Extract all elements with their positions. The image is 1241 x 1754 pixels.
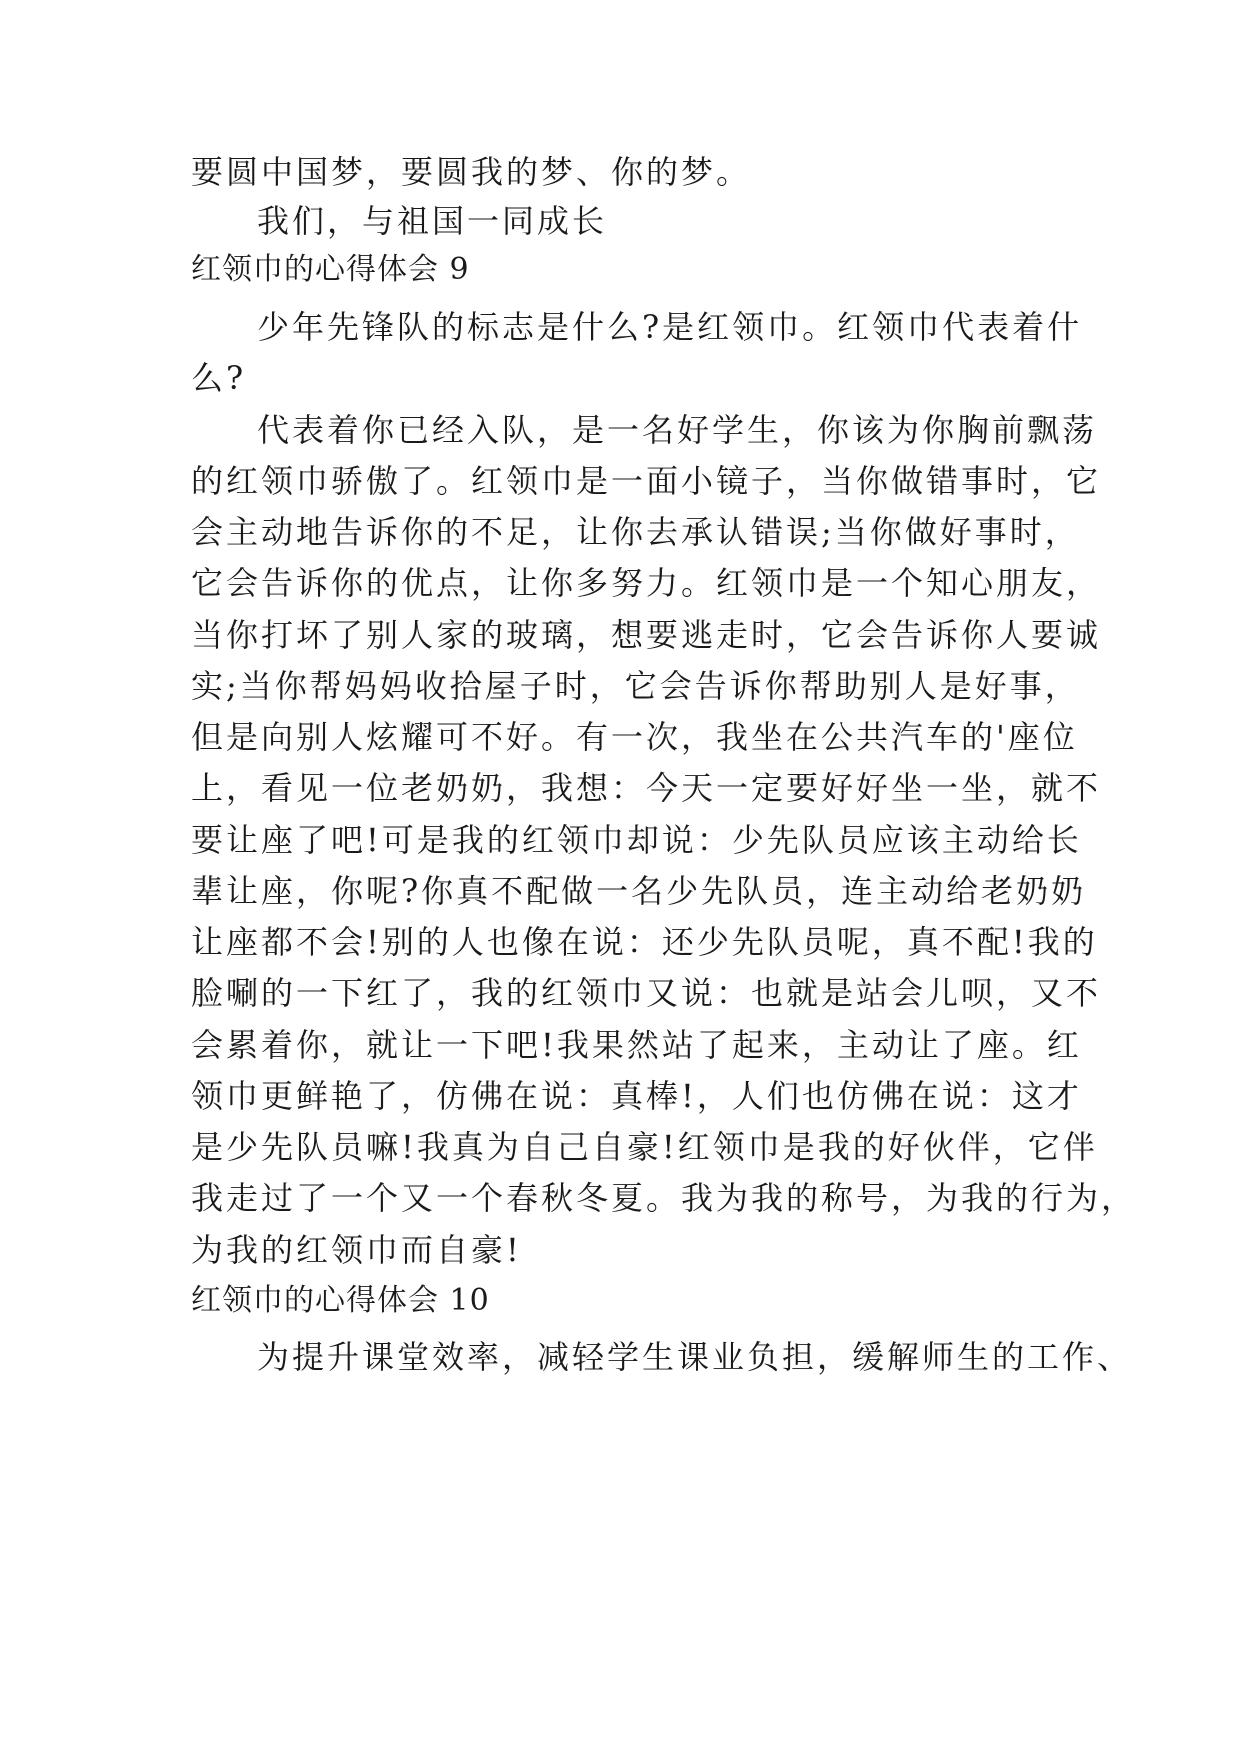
paragraph-line: 要让座了吧!可是我的红领巾却说：少先队员应该主动给长	[191, 821, 1082, 859]
paragraph-line: 脸唰的一下红了，我的红领巾又说：也就是站会儿呗，又不	[191, 974, 1102, 1012]
paragraph-line: 为我的红领巾而自豪!	[191, 1231, 522, 1269]
paragraph-line: 我们，与祖国一同成长	[257, 202, 608, 240]
paragraph-line: 么?	[191, 359, 247, 397]
paragraph-line: 为提升课堂效率，减轻学生课业负担，缓解师生的工作、	[257, 1338, 1133, 1376]
paragraph-line: 当你打坏了别人家的玻璃，想要逃走时，它会告诉你人要诚	[191, 616, 1102, 654]
paragraph-line: 要圆中国梦，要圆我的梦、你的梦。	[191, 153, 752, 191]
section-heading: 红领巾的心得体会 9	[191, 252, 470, 287]
paragraph-line: 代表着你已经入队，是一名好学生，你该为你胸前飘荡	[257, 411, 1098, 449]
paragraph-line: 会主动地告诉你的不足，让你去承认错误;当你做好事时，	[191, 513, 1080, 551]
paragraph-line: 会累着你，就让一下吧!我果然站了起来，主动让了座。红	[191, 1026, 1082, 1064]
paragraph-line: 实;当你帮妈妈收拾屋子时，它会告诉你帮助别人是好事，	[191, 667, 1080, 705]
paragraph-line: 的红领巾骄傲了。红领巾是一面小镜子，当你做错事时，它	[191, 462, 1102, 500]
paragraph-line: 辈让座，你呢?你真不配做一名少先队员，连主动给老奶奶	[191, 872, 1087, 910]
paragraph-line: 是少先队员嘛!我真为自己自豪!红领巾是我的好伙伴，它伴	[191, 1128, 1098, 1166]
paragraph-line: 它会告诉你的优点，让你多努力。红领巾是一个知心朋友，	[191, 564, 1102, 602]
paragraph-line: 但是向别人炫耀可不好。有一次，我坐在公共汽车的'座位	[191, 718, 1078, 756]
paragraph-line: 少年先锋队的标志是什么?是红领巾。红领巾代表着什	[257, 308, 1083, 346]
paragraph-line: 我走过了一个又一个春秋冬夏。我为我的称号，为我的行为，	[191, 1179, 1137, 1217]
paragraph-line: 领巾更鲜艳了，仿佛在说：真棒!，人们也仿佛在说：这才	[191, 1077, 1082, 1115]
paragraph-line: 上，看见一位老奶奶，我想：今天一定要好好坐一坐，就不	[191, 769, 1102, 807]
paragraph-line: 让座都不会!别的人也像在说：还少先队员呢，真不配!我的	[191, 923, 1098, 961]
section-heading: 红领巾的心得体会 10	[191, 1283, 490, 1318]
